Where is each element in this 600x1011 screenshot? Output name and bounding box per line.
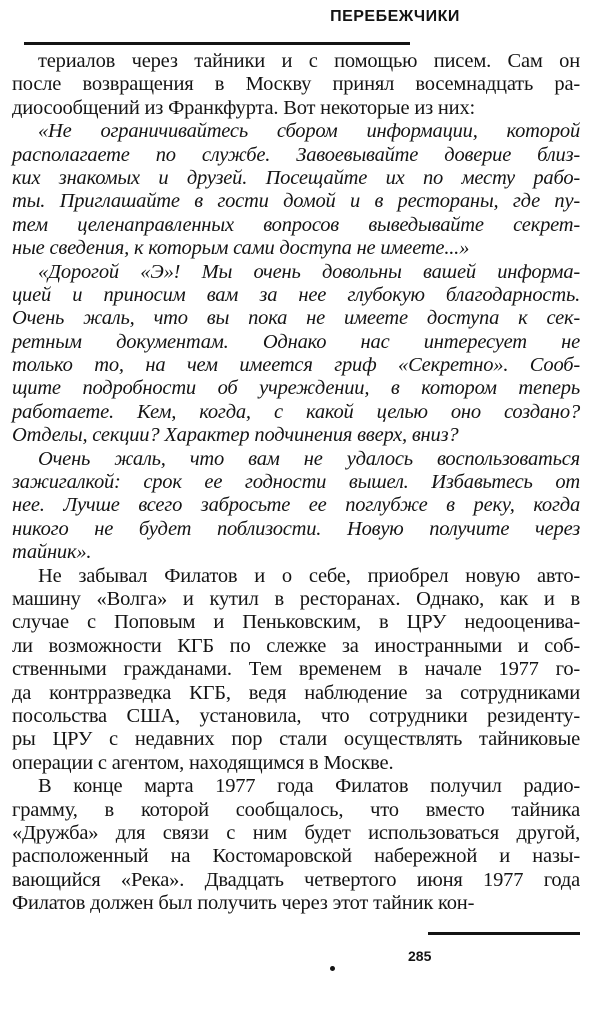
text-paragraph (12, 775, 580, 915)
text-line: ли возможности КГБ по слежке за иностранными и соб- (12, 634, 580, 657)
text-line: цией и приносим вам за нее глубокую благодарность. (12, 283, 580, 306)
page-header (0, 4, 600, 34)
text-line: да контрразведка КГБ, ведя наблюдение за сотрудниками (12, 681, 580, 704)
text-line: тем целенаправленных вопросов выведывайте секрет- (12, 213, 580, 236)
text-line: диосообщений из Франкфурта. Вот некоторые из них: (12, 96, 476, 119)
text-paragraph (12, 50, 580, 120)
page-footer (0, 928, 600, 988)
text-line: Филатов должен был получить через этот тайник кон- (12, 892, 475, 915)
text-line: нее. Лучше всего забросьте ее поглубже в реку, когда (12, 494, 580, 517)
page-body (12, 50, 580, 915)
text-line: ты. Приглашайте в гости домой и в рестораны, где пу- (12, 190, 580, 213)
text-line: машину «Волга» и кутил в ресторанах. Однако, как и в (12, 587, 580, 610)
quote-paragraph (12, 448, 580, 565)
quote-paragraph (12, 261, 580, 448)
text-line: зажигалкой: срок ее годности вышел. Избавьтесь от (12, 471, 580, 494)
running-head: ПЕРЕБЕЖЧИКИ (330, 8, 460, 25)
header-rule (24, 42, 410, 45)
text-line: случае с Поповым и Пеньковским, в ЦРУ недооценива- (12, 611, 580, 634)
text-line: расположенный на Костомаровской набережной и назы- (12, 845, 580, 868)
text-line: тайник». (12, 541, 92, 564)
page-number: 285 (408, 948, 432, 964)
text-line: Очень жаль, что вам не удалось воспользоваться (38, 447, 580, 470)
text-line: ких знакомых и друзей. Посещайте их по месту рабо- (12, 166, 580, 189)
ink-dot (330, 966, 335, 971)
text-line: никого не будет поблизости. Новую получите через (12, 517, 580, 540)
quote-paragraph (12, 120, 580, 260)
text-line: щите подробности об учреждении, в котором теперь (12, 377, 580, 400)
text-paragraph (12, 565, 580, 776)
text-line: териалов через тайники и с помощью писем. Сам он (38, 50, 580, 72)
text-line: Отделы, секции? Характер подчинения вверх, вниз? (12, 424, 459, 447)
text-line: только то, на чем имеется гриф «Секретно». Сооб- (12, 354, 580, 377)
text-line: Не забывал Филатов и о себе, приобрел новую авто- (38, 564, 580, 587)
text-line: операции с агентом, находящимся в Москве. (12, 751, 394, 774)
footer-rule (428, 932, 580, 935)
text-line: грамму, в которой сообщалось, что вместо тайника (12, 798, 580, 821)
text-line: Очень жаль, что вы пока не имеете доступа к сек- (12, 307, 580, 330)
text-line: «Дружба» для связи с ним будет использоваться другой, (12, 821, 580, 844)
text-line: работаете. Кем, когда, с какой целью оно создано? (12, 400, 580, 423)
text-line: ры ЦРУ с недавних пор стали осуществлять тайниковые (12, 728, 580, 751)
text-line: ретным документам. Однако нас интересует не (12, 330, 580, 353)
text-line: ственными гражданами. Тем временем в начале 1977 го- (12, 658, 580, 681)
text-line: располагаете по службе. Завоевывайте доверие близ- (12, 143, 580, 166)
text-line: после возвращения в Москву принял восемнадцать ра- (12, 73, 580, 96)
text-line: В конце марта 1977 года Филатов получил радио- (38, 775, 580, 798)
text-line: ные сведения, к которым сами доступа не имеете...» (12, 237, 470, 260)
text-line: «Дорогой «Э»! Мы очень довольны вашей информа- (38, 260, 580, 283)
text-line: «Не ограничивайтесь сбором информации, которой (38, 120, 580, 143)
text-line: вающийся «Река». Двадцать четвертого июня 1977 года (12, 868, 580, 891)
text-line: посольства США, установила, что сотрудники резиденту- (12, 704, 580, 727)
